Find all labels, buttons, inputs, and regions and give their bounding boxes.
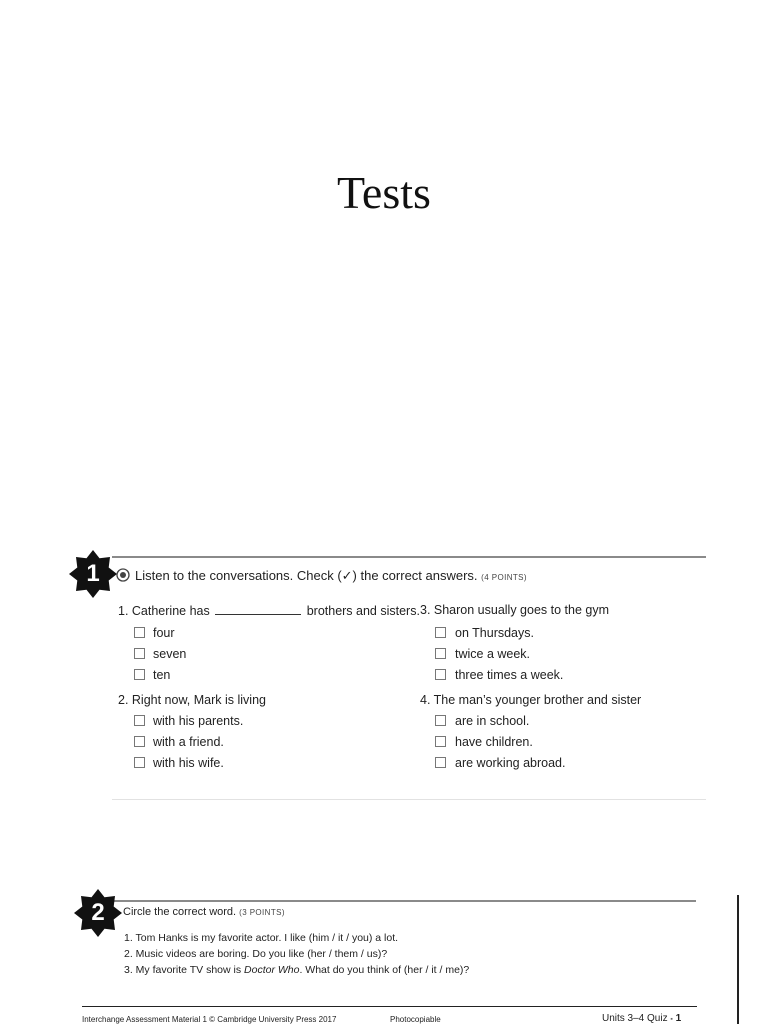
- section2-instruction: [123, 906, 285, 918]
- option-q4-o1: are in school.: [455, 714, 530, 728]
- checkbox-q1-o1[interactable]: [134, 627, 145, 638]
- sentence-2: 2. Music videos are boring. Do you like (her / them / us)?: [124, 948, 388, 960]
- option-q2-o2: with a friend.: [153, 735, 224, 749]
- checkbox-q3-o2[interactable]: [435, 648, 446, 659]
- section2-points: (3 POINTS): [239, 908, 285, 917]
- sentence-3-end: . What do you think of (her / it / me)?: [299, 964, 470, 976]
- footer-rule: [82, 1006, 697, 1007]
- section1-top-rule: [112, 556, 706, 558]
- question-3: 3. Sharon usually goes to the gym: [420, 603, 610, 617]
- question-1: [118, 603, 420, 618]
- section2-top-rule: [112, 900, 696, 902]
- footer-quiz-label: [602, 1013, 681, 1024]
- footer-photocopiable: Photocopiable: [390, 1015, 441, 1024]
- sentence-3-start: 3. My favorite TV show is: [124, 964, 245, 976]
- checkbox-q3-o1[interactable]: [435, 627, 446, 638]
- sentence-3: [124, 964, 469, 976]
- checkbox-q1-o2[interactable]: [134, 648, 145, 659]
- audio-track-icon: [116, 568, 130, 587]
- option-q1-o1: four: [153, 626, 175, 640]
- checkbox-q2-o2[interactable]: [134, 736, 145, 747]
- question-4: 4. The man’s younger brother and sister: [420, 693, 642, 707]
- section2-instruction-text: Circle the correct word.: [123, 906, 237, 918]
- option-q4-o3: are working abroad.: [455, 756, 566, 770]
- option-q3-o2: twice a week.: [455, 647, 531, 661]
- checkbox-q1-o3[interactable]: [134, 669, 145, 680]
- question-2: 2. Right now, Mark is living: [118, 693, 266, 707]
- option-q4-o2: have children.: [455, 735, 533, 749]
- checkbox-q3-o3[interactable]: [435, 669, 446, 680]
- section2-number: 2: [91, 899, 105, 926]
- section1-instruction-text: Listen to the conversations. Check (✓) the correct answers.: [135, 568, 478, 583]
- option-q1-o3: ten: [153, 668, 171, 682]
- section1-bottom-rule: [112, 799, 706, 800]
- option-q3-o1: on Thursdays.: [455, 626, 534, 640]
- option-q3-o3: three times a week.: [455, 668, 564, 682]
- option-q2-o3: with his wife.: [153, 756, 224, 770]
- checkbox-q4-o3[interactable]: [435, 757, 446, 768]
- question-1-prompt-end: brothers and sisters.: [306, 604, 420, 618]
- section1-points: (4 POINTS): [481, 573, 527, 582]
- section1-instruction: [135, 568, 527, 584]
- footer-separator: ▪: [670, 1016, 673, 1023]
- page-title: Tests: [337, 167, 431, 218]
- checkbox-q4-o1[interactable]: [435, 715, 446, 726]
- section2-badge: [74, 889, 122, 937]
- footer-page-number: 1: [675, 1013, 682, 1024]
- question-1-prompt-start: 1. Catherine has: [118, 604, 210, 618]
- checkbox-q4-o2[interactable]: [435, 736, 446, 747]
- footer-quiz-name: Units 3–4 Quiz: [602, 1013, 668, 1024]
- footer-copyright: Interchange Assessment Material 1 © Cambridge University Press 2017: [82, 1015, 337, 1024]
- right-margin-line: [737, 895, 739, 1024]
- option-q1-o2: seven: [153, 647, 187, 661]
- section1-number: 1: [86, 560, 100, 587]
- checkbox-q2-o3[interactable]: [134, 757, 145, 768]
- sentence-3-title: Doctor Who: [244, 964, 300, 976]
- option-q2-o1: with his parents.: [153, 714, 244, 728]
- section1-badge: [69, 550, 117, 598]
- question-1-blank: [215, 603, 301, 615]
- checkbox-q2-o1[interactable]: [134, 715, 145, 726]
- sentence-1: 1. Tom Hanks is my favorite actor. I like (him / it / you) a lot.: [124, 932, 399, 944]
